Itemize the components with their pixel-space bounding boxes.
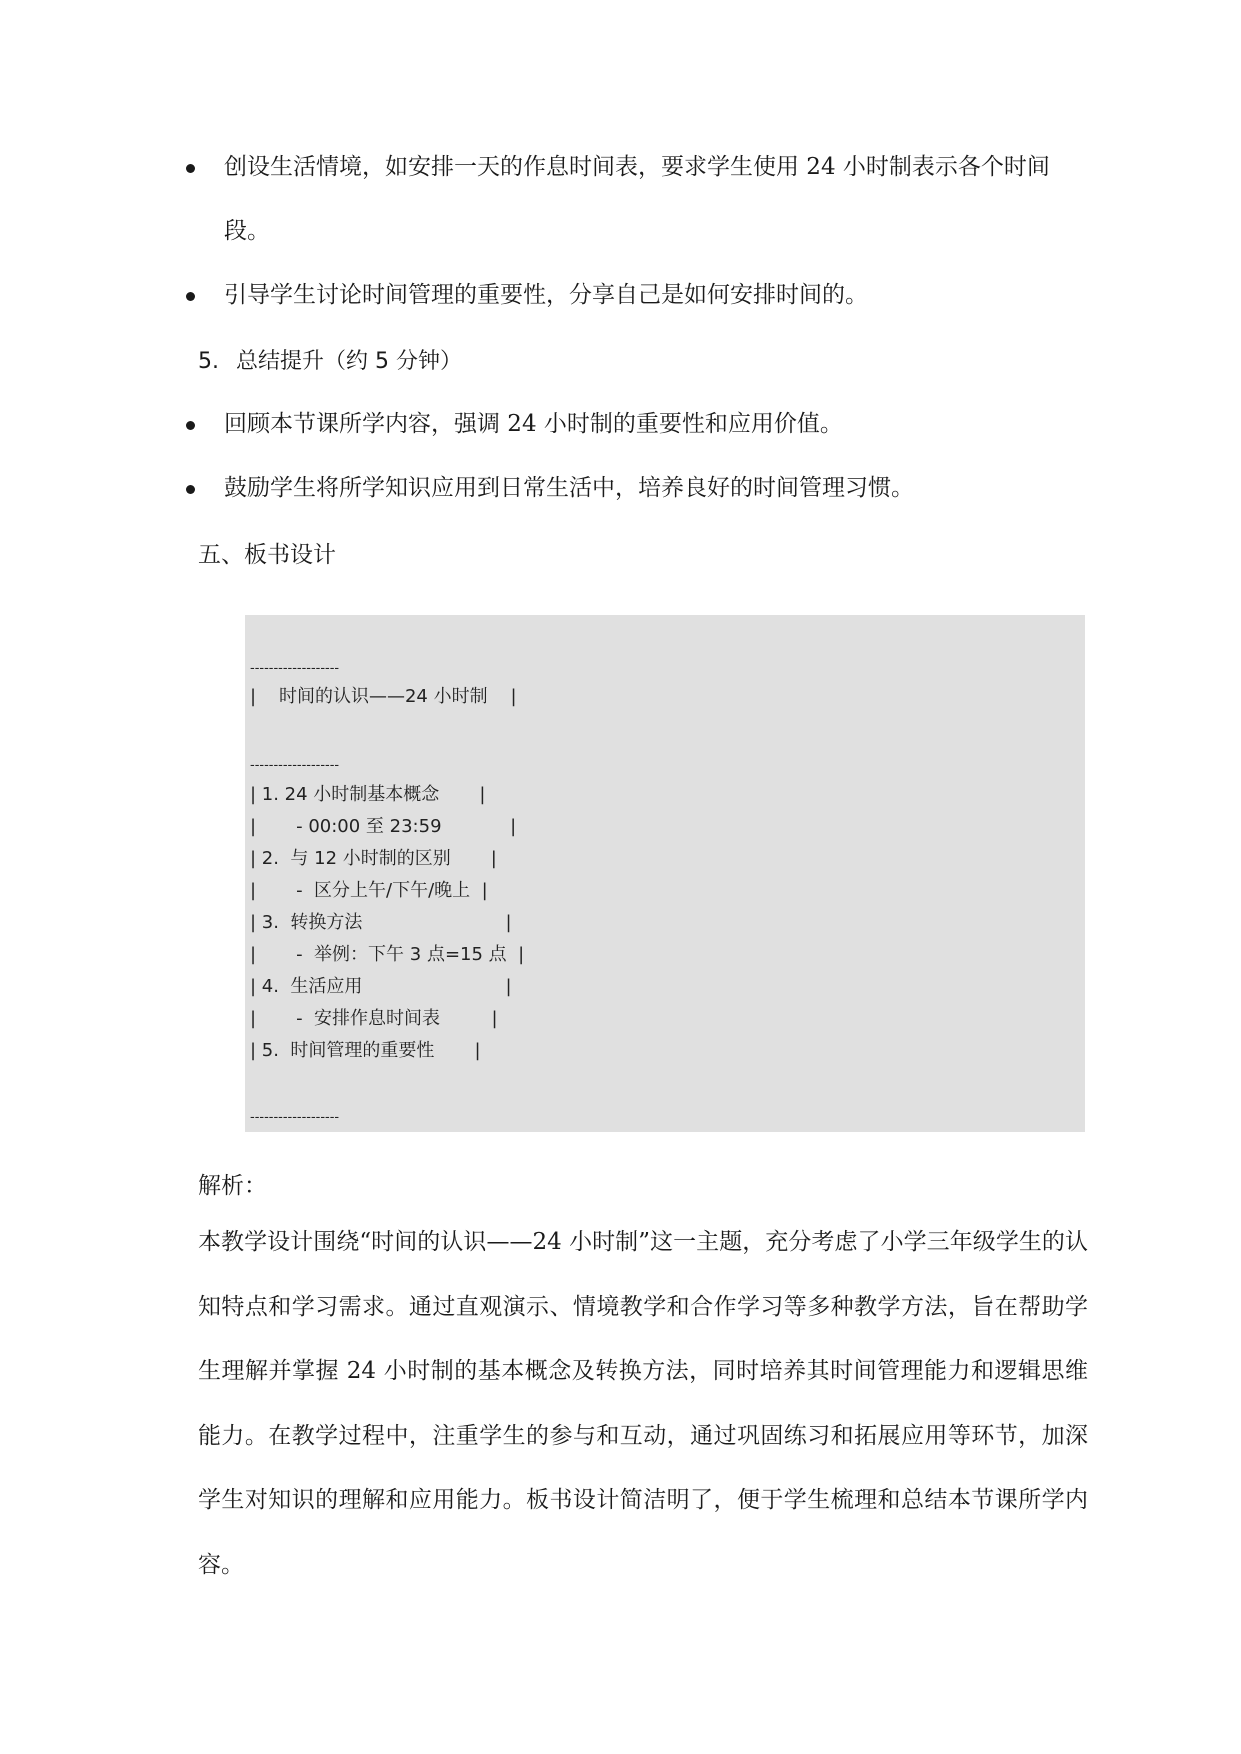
board-title: | 时间的认识——24 小时制 | (250, 686, 517, 707)
bullet-icon (186, 292, 195, 301)
bullet-icon (186, 485, 195, 494)
section-title: 总结提升（约 5 分钟） (236, 349, 462, 374)
bullet-icon (186, 421, 195, 430)
board-line: | 5. 时间管理的重要性 | (250, 1040, 481, 1061)
analysis-paragraph: 本教学设计围绕“时间的认识——24 小时制”这一主题，充分考虑了小学三年级学生的认知特点和学习需求。通过直观演示、情境教学和合作学习等多种教学方法，旨在帮助学生理解并掌握 24 小时制的基本概念及转换方法，同时培养其时间管理能力和逻辑思维能力。在教学过程中，注重学生的参与和互动，通过巩固练习和拓展应用等环节，加深学生对知识的理解和应用能力。板书设计简洁明了，便于学生梳理和总结本节课所学内容。 (198, 1229, 1088, 1578)
board-line: | 1. 24 小时制基本概念 | (250, 784, 486, 805)
board-divider: ------------------- (250, 661, 340, 676)
board-line: | 2. 与 12 小时制的区别 | (250, 848, 497, 869)
board-line: | - 区分上午/下午/晚上 | (250, 880, 488, 901)
bullet-text: 引导学生讨论时间管理的重要性，分享自己是如何安排时间的。 (224, 282, 868, 308)
board-design-block (245, 615, 1085, 1132)
board-divider: ------------------- (250, 1110, 340, 1125)
bullet-text: 鼓励学生将所学知识应用到日常生活中，培养良好的时间管理习惯。 (224, 475, 914, 501)
section-heading (198, 344, 462, 375)
board-line: | 4. 生活应用 | (250, 976, 512, 997)
bullet-text: 创设生活情境，如安排一天的作息时间表，要求学生使用 24 小时制表示各个时间段。 (224, 154, 1050, 244)
board-line: | - 安排作息时间表 | (250, 1008, 498, 1029)
board-divider: ------------------- (250, 758, 340, 773)
board-heading: 五、板书设计 (198, 542, 336, 568)
board-line: | - 举例：下午 3 点=15 点 | (250, 944, 525, 965)
bullet-text: 回顾本节课所学内容，强调 24 小时制的重要性和应用价值。 (224, 411, 843, 437)
board-line: | 3. 转换方法 | (250, 912, 512, 933)
section-number: 5. (198, 349, 219, 374)
bullet-icon (186, 164, 195, 173)
board-line: | - 00:00 至 23:59 | (250, 816, 517, 837)
analysis-label: 解析： (198, 1173, 267, 1199)
